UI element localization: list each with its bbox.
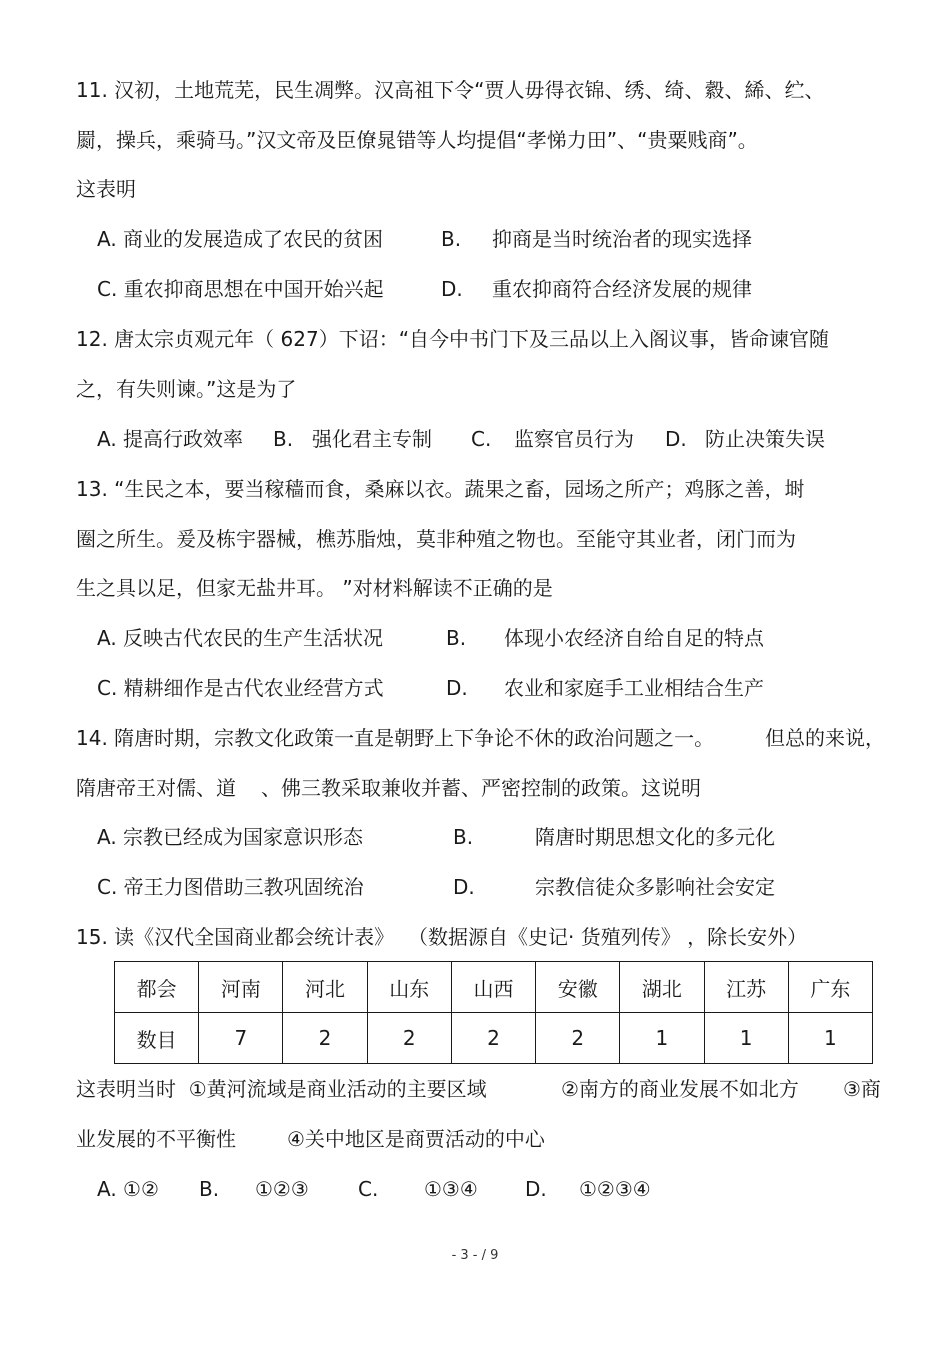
q11-option-c: C. 重农抑商思想在中国开始兴起 [97,277,384,301]
q14-option-d-letter: D. [453,875,475,899]
q12-line-1: 12. 唐太宗贞观元年（ 627）下诏：“自今中书门下及三品以上入阁议事，皆命谏官随 [76,327,830,351]
q12-option-c-letter: C. [471,427,492,451]
q13-option-d-text: 农业和家庭手工业相结合生产 [504,676,764,700]
table-cell: 湖北 [620,962,704,1013]
q11-line-3: 这表明 [76,177,136,201]
q13-line-2: 圈之所生。爰及栋宇器械，樵苏脂烛，莫非种殖之物也。至能守其业者，闭门而为 [76,527,796,551]
table-cell: 2 [283,1013,367,1064]
q14-option-a: A. 宗教已经成为国家意识形态 [97,825,364,849]
q15-option-b-text: ①②③ [255,1177,309,1201]
table-cell: 广东 [788,962,872,1013]
table-cell: 山东 [367,962,451,1013]
q15-line-1a: 这表明当时 ①黄河流域是商业活动的主要区域 [76,1077,487,1101]
table-header-row [115,962,873,1013]
q13-line-3: 生之具以足，但家无盐井耳。 ”对材料解读不正确的是 [76,576,553,600]
q14-line-2a: 隋唐帝王对儒、道 [76,776,236,800]
q15-line-1c: ③商 [843,1077,881,1101]
q11-option-b-letter: B. [441,227,462,251]
q15-option-d-text: ①②③④ [579,1177,651,1201]
table-cell: 7 [199,1013,283,1064]
table-cell: 1 [620,1013,704,1064]
table-cell: 河南 [199,962,283,1013]
q14-option-d-text: 宗教信徒众多影响社会安定 [535,875,775,899]
q12-option-b-text: 强化君主专制 [312,427,432,451]
q11-line-2: 罽，操兵，乘骑马。”汉文帝及臣僚晁错等人均提倡“孝悌力田”、“贵粟贱商”。 [76,128,758,152]
q12-option-a: A. 提高行政效率 [97,427,244,451]
q12-line-2: 之，有失则谏。”这是为了 [76,377,297,401]
q12-option-b-letter: B. [273,427,294,451]
table-cell: 2 [536,1013,620,1064]
q12-option-d-letter: D. [665,427,687,451]
table-cell: 1 [788,1013,872,1064]
q14-line-2b: 、佛三教采取兼收并蓄、严密控制的政策。这说明 [261,776,701,800]
q11-option-a: A. 商业的发展造成了农民的贫困 [97,227,384,251]
q15-stem: 15. 读《汉代全国商业都会统计表》 [76,925,395,949]
q14-option-b-letter: B. [453,825,474,849]
q14-option-c: C. 帝王力图借助三教巩固统治 [97,875,364,899]
q15-line-1b: ②南方的商业发展不如北方 [561,1077,799,1101]
q11-option-d-letter: D. [441,277,463,301]
q14-line-1b: 但总的来说， [765,726,885,750]
table-cell: 2 [367,1013,451,1064]
q15-line-2a: 业发展的不平衡性 [76,1127,236,1151]
table-cell: 江苏 [704,962,788,1013]
q13-option-c: C. 精耕细作是古代农业经营方式 [97,676,384,700]
table-cell: 数目 [115,1013,199,1064]
q15-option-d-letter: D. [525,1177,547,1201]
table-cell: 2 [451,1013,535,1064]
q15-option-b-letter: B. [199,1177,220,1201]
q13-option-a: A. 反映古代农民的生产生活状况 [97,626,384,650]
q13-line-1: 13. “生民之本，要当稼穑而食，桑麻以衣。蔬果之畜，园场之所产；鸡豚之善，埘 [76,477,805,501]
commerce-city-table [114,961,873,1064]
q11-option-d-text: 重农抑商符合经济发展的规律 [492,277,752,301]
page-number: - 3 - / 9 [451,1248,499,1263]
table-cell: 都会 [115,962,199,1013]
q12-option-d-text: 防止决策失误 [705,427,825,451]
q11-option-b-text: 抑商是当时统治者的现实选择 [492,227,752,251]
table-cell: 1 [704,1013,788,1064]
q11-line-1: 11. 汉初，土地荒芜，民生凋弊。汉高祖下令“贾人毋得衣锦、绣、绮、縠、絺、纻、 [76,78,825,102]
table-cell: 河北 [283,962,367,1013]
q13-option-d-letter: D. [446,676,468,700]
table-cell: 山西 [451,962,535,1013]
q15-stem-note: （数据源自《史记· 货殖列传》 ，除长安外） [408,925,808,949]
q15-line-2b: ④关中地区是商贾活动的中心 [287,1127,545,1151]
table-cell: 安徽 [536,962,620,1013]
q13-option-b-text: 体现小农经济自给自足的特点 [504,626,764,650]
q14-line-1a: 14. 隋唐时期，宗教文化政策一直是朝野上下争论不休的政治问题之一。 [76,726,715,750]
q13-option-b-letter: B. [446,626,467,650]
q15-option-c-letter: C. [358,1177,379,1201]
q12-option-c-text: 监察官员行为 [514,427,634,451]
table-row [115,1013,873,1064]
q14-option-b-text: 隋唐时期思想文化的多元化 [535,825,775,849]
q15-option-c-text: ①③④ [424,1177,478,1201]
q15-option-a: A. ①② [97,1177,159,1201]
